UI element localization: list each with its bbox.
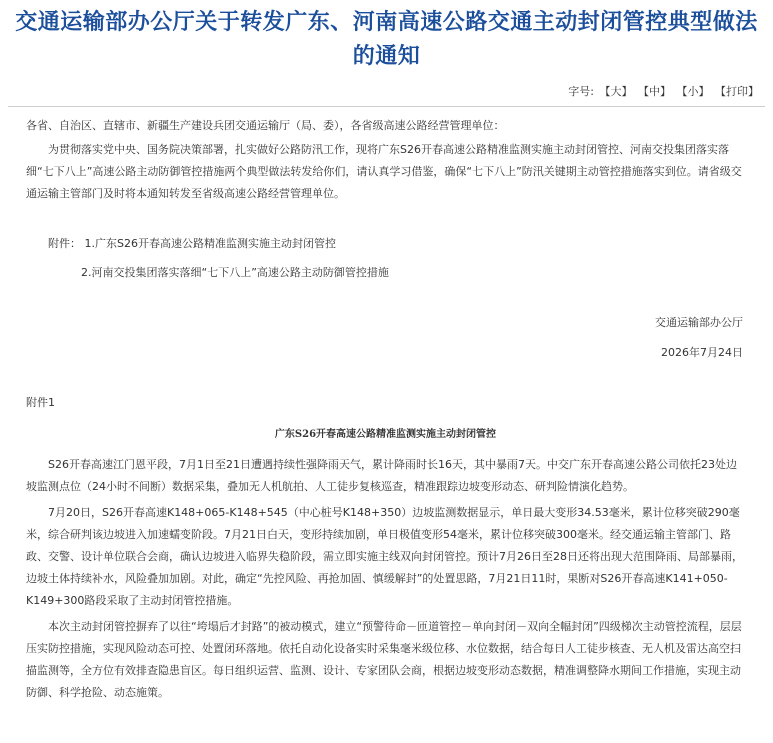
font-size-toolbar — [0, 84, 759, 100]
attachment-title: 广东S26开春高速公路精准监测实施主动封闭管控 — [274, 429, 497, 440]
attachment-item-1: 附件： 1.广东S26开春高速公路精准监测实施主动封闭管控 — [48, 237, 336, 250]
attachment-label: 附件1 — [26, 396, 55, 409]
font-large-button[interactable]: 【大】 — [599, 85, 633, 98]
document-body — [0, 115, 773, 704]
divider — [8, 106, 765, 107]
font-small-button[interactable]: 【小】 — [676, 85, 710, 98]
font-size-label: 字号: — [568, 85, 594, 98]
font-medium-button[interactable]: 【中】 — [638, 85, 671, 98]
print-button[interactable]: 【打印】 — [715, 85, 759, 98]
salutation: 各省、自治区、直辖市、新疆生产建设兵团交通运输厅（局、委），各省级高速公路经营管理单位： — [26, 119, 505, 132]
attachment-list — [26, 233, 745, 284]
body-paragraph-3: 本次主动封闭管控摒弃了以往“垮塌后才封路”的被动模式，建立“预警待命－匝道管控－单向封闭－双向全幅封闭”四级梯次主动管控流程，层层压实防控措施，实现风险动态可控、处置闭环落地。依托自动化设备实时采集毫米级位移、水位数据，结合每日人工徒步核查、无人机及雷达高空扫描监测等，全方位有效排查隐患盲区。每日组织运营、监测、设计、专家团队会商，根据边坡变形动态数据，精准调整降水期间工作措施，实现主动防御、科学抢险、动态施策。 — [26, 620, 742, 699]
body-paragraph-2: 7月20日，S26开春高速K148+065-K148+545（中心桩号K148+350）边坡监测数据显示，单日最大变形34.53毫米，累计位移突破290毫米，综合研判该边坡进入加速蠕变阶段。7月21日白天，变形持续加剧，单日极值变形54毫米，累计位移突破300毫米。经交通运输主管部门、路政、交警、设计单位联合会商，确认边坡进入临界失稳阶段，需立即实施主线双向封闭管控。预计7月26日至28日还将出现大范围降雨、局部暴雨，边坡土体持续补水，风险叠加加剧。对此，确定“先控风险、再抢加固、慎缓解封”的处置思路，7月21日11时，果断对S26开春高速K141+050-K149+300路段采取了主动封闭管控措施。 — [26, 506, 743, 607]
attachment-item-2: 2.河南交投集团落实落细“七下八上”高速公路主动防御管控措施 — [81, 266, 389, 279]
issue-date: 2026年7月24日 — [661, 346, 743, 359]
page-title: 交通运输部办公厅关于转发广东、河南高速公路交通主动封闭管控典型做法的通知 — [15, 10, 758, 69]
signer: 交通运输部办公厅 — [655, 316, 743, 329]
body-paragraph-1: S26开春高速江门恩平段，7月1日至21日遭遇持续性强降雨天气，累计降雨时长16天，其中暴雨7天。中交广东开春高速公路公司依托23处边坡监测点位（24小时不间断）数据采集，叠加无人机航拍、人工徒步复核巡查，精准跟踪边坡变形动态、研判险情演化趋势。 — [26, 458, 737, 493]
main-paragraph: 为贯彻落实党中央、国务院决策部署，扎实做好公路防汛工作，现将广东S26开春高速公路精准监测实施主动封闭管控、河南交投集团落实落细“七下八上”高速公路主动防御管控措施两个典型做法转发给你们，请认真学习借鉴，确保“七下八上”防汛关键期主动管控措施落实到位。请省级交通运输主管部门及时将本通知转发至省级高速公路经营管理单位。 — [26, 143, 742, 200]
